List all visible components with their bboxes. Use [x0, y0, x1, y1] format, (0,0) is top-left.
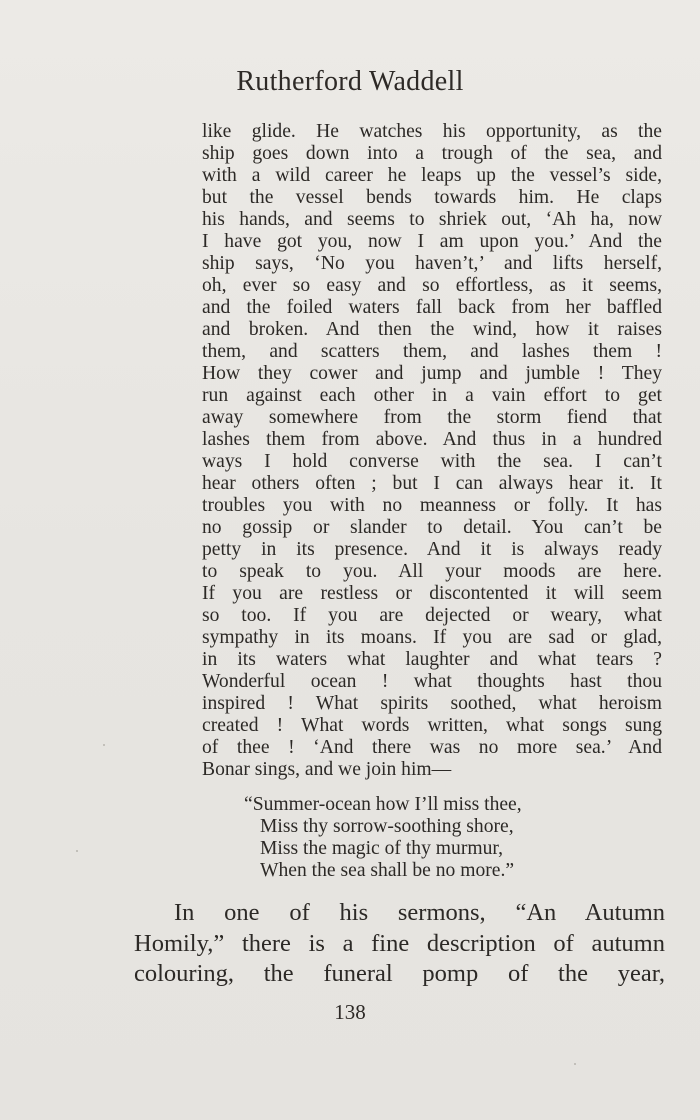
text-line: ways I hold converse with the sea. I can’t	[202, 451, 662, 472]
text-line: in its waters what laughter and what tears ?	[202, 649, 662, 670]
paper-speck	[103, 744, 105, 746]
text-line: Bonar sings, and we join him—	[202, 759, 452, 780]
verse-line: “Summer-ocean how I’ll miss thee,	[244, 794, 522, 815]
body-paragraph	[134, 898, 665, 990]
text-line: with a wild career he leaps up the vessel’s side,	[202, 165, 662, 186]
text-line: colouring, the funeral pomp of the year,	[134, 960, 665, 987]
verse-line: When the sea shall be no more.”	[260, 860, 515, 881]
page-number: 138	[334, 1000, 366, 1024]
text-line: so too. If you are dejected or weary, what	[202, 605, 662, 626]
text-line: If you are restless or discontented it will seem	[202, 583, 662, 604]
text-line: no gossip or slander to detail. You can’t be	[202, 517, 662, 538]
paper-speck	[76, 850, 78, 852]
text-line: hear others often ; but I can always hear it. It	[202, 473, 662, 494]
text-line: oh, ever so easy and so effortless, as it seems,	[202, 275, 662, 296]
running-head: Rutherford Waddell	[236, 66, 464, 97]
text-line: ship goes down into a trough of the sea, and	[202, 143, 662, 164]
verse-stanza	[244, 794, 664, 882]
text-line: and broken. And then the wind, how it raises	[202, 319, 662, 340]
verse-line: Miss the magic of thy murmur,	[260, 838, 504, 859]
text-line: sympathy in its moans. If you are sad or glad,	[202, 627, 662, 648]
text-line: petty in its presence. And it is always ready	[202, 539, 662, 560]
text-line: and the foiled waters fall back from her baffled	[202, 297, 662, 318]
text-line: of thee ! ‘And there was no more sea.’ And	[202, 737, 662, 758]
paper-speck	[574, 1063, 576, 1065]
verse-line: Miss thy sorrow-soothing shore,	[260, 816, 514, 837]
text-line: away somewhere from the storm fiend that	[202, 407, 662, 428]
text-line: troubles you with no meanness or folly. It has	[202, 495, 662, 516]
text-line: like glide. He watches his opportunity, as the	[202, 121, 662, 142]
text-line: run against each other in a vain effort to get	[202, 385, 662, 406]
text-line: How they cower and jump and jumble ! They	[202, 363, 662, 384]
text-line: ship says, ‘No you haven’t,’ and lifts herself,	[202, 253, 662, 274]
text-line: his hands, and seems to shriek out, ‘Ah ha, now	[202, 209, 662, 230]
text-line: inspired ! What spirits soothed, what heroism	[202, 693, 662, 714]
text-line: but the vessel bends towards him. He claps	[202, 187, 662, 208]
text-line: to speak to you. All your moods are here.	[202, 561, 662, 582]
text-line: Homily,” there is a fine description of autumn	[134, 929, 665, 957]
text-line: Wonderful ocean ! what thoughts hast thou	[202, 671, 662, 692]
text-line: them, and scatters them, and lashes them !	[202, 341, 662, 362]
text-line: I have got you, now I am upon you.’ And the	[202, 231, 662, 252]
text-line: lashes them from above. And thus in a hundred	[202, 429, 662, 450]
text-line: created ! What words written, what songs sung	[202, 715, 662, 736]
text-line: In one of his sermons, “An Autumn	[174, 899, 665, 926]
quoted-passage	[202, 121, 662, 781]
